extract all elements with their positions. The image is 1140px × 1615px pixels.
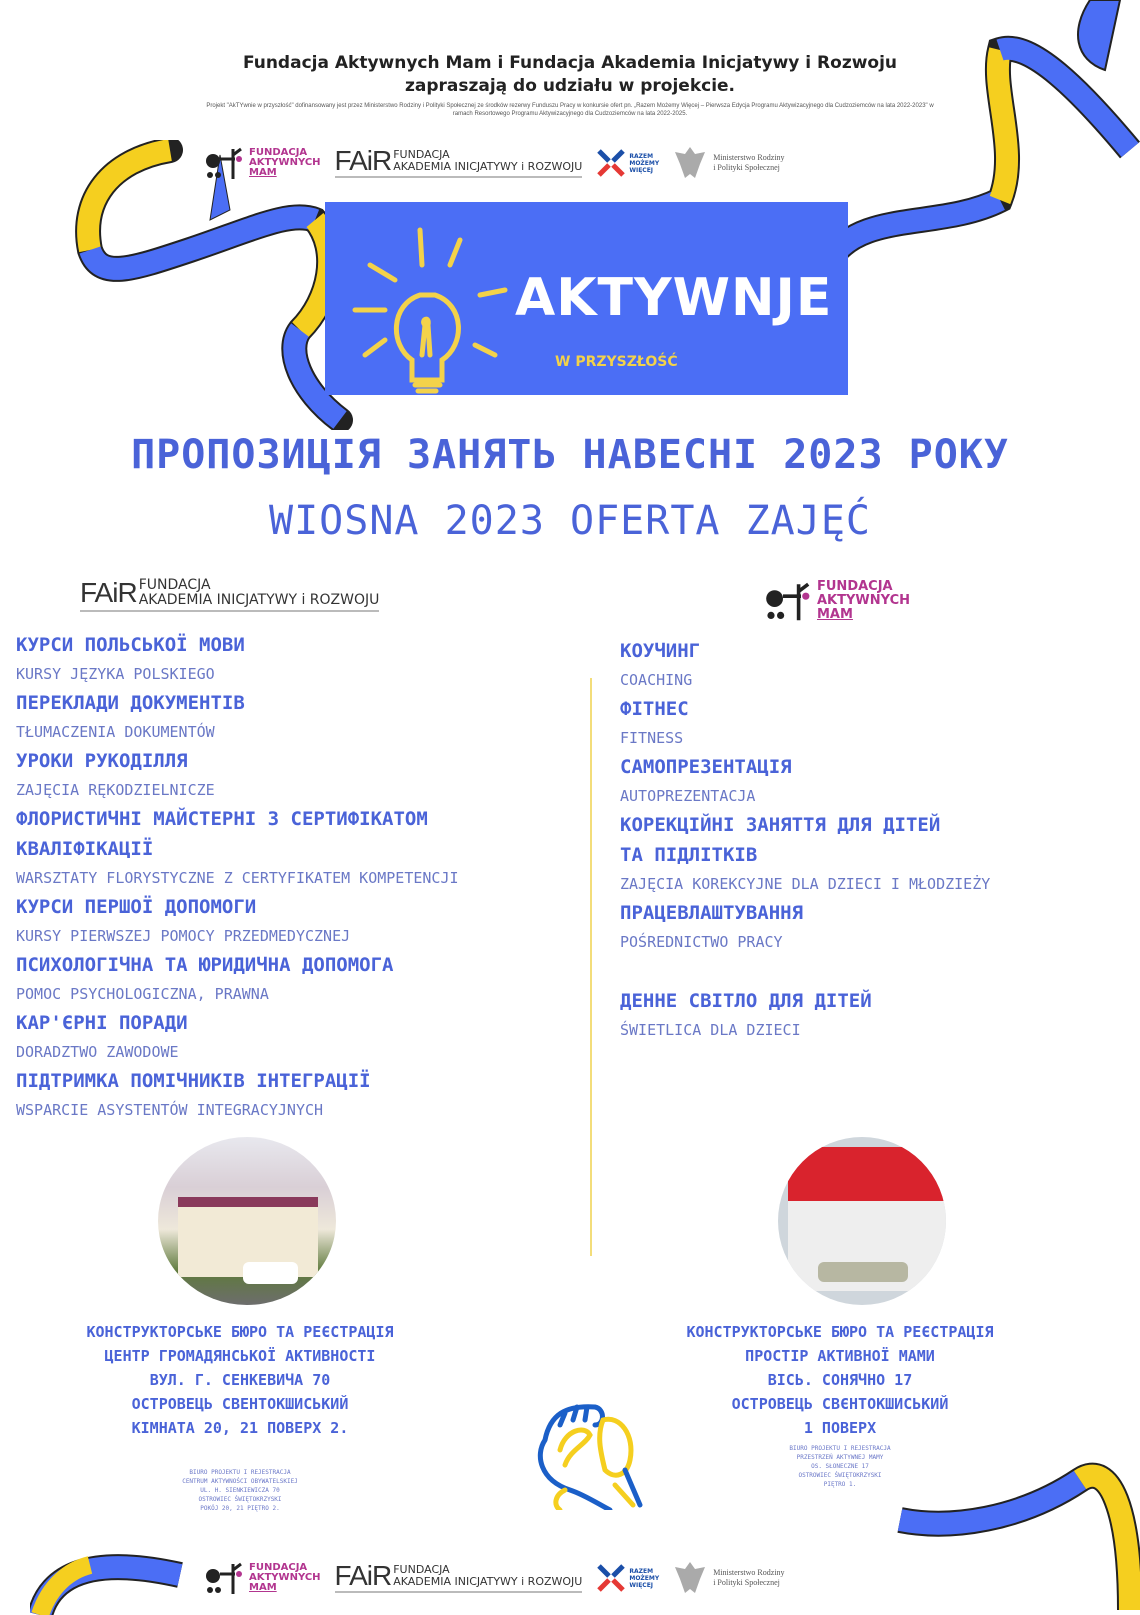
header-title-line1: Fundacja Aktywnych Mam i Fundacja Akademia Inicjatywy i Rozwoju [242,53,898,73]
offer-item: КУРСИ ПЕРШОЇ ДОПОМОГИ KURSY PIERWSZEJ POMOCY PRZEDMEDYCZNEJ [16,896,351,945]
funding-note: Projekt "AkTYwnie w przyszłość" dofinansowany jest przez Ministerstwo Rodziny i Polityki Społecznej ze środków rezerwy Funduszu Pracy w konkursie ofert pn. „Razem Możemy Więcej – Pierwsza Edycja Programu Aktywizacyjnego dla Cudzoziemców na lata 2022-2023" w ramach Resortowego Programu Aktywizacyjnego dla Cudzoziemców na lata 2022-2025. [206,103,934,117]
header-title-line2: zapraszają do udziału w projekcie. [404,76,736,96]
right-org-logo-fam: FUNDACJA AKTYWNYCH MAM [765,578,910,624]
offer-item: ФІТНЕС FITNESS [620,698,689,747]
logo-fundacja-aktywnych-mam: FUNDACJA AKTYWNYCH MAM [205,1560,321,1596]
banner-subtitle: W PRZYSZŁOŚĆ [555,354,678,370]
right-offer-list [620,636,990,1044]
logo-razem-mozemy-wiecej: RAZEM MOŻEMY WIĘCEJ [596,148,659,178]
offer-item: САМОПРЕЗЕНТАЦІЯ AUTOPREZENTACJA [620,756,792,805]
logo-ministry: Ministerstwo Rodziny i Polityki Społecznej [673,144,784,182]
eagle-emblem-icon [673,1559,707,1597]
mother-stroller-icon [205,145,245,181]
ribbon-bottom-left-decoration [30,1535,190,1615]
mother-stroller-icon [765,578,813,624]
address-left: КОНСТРУКТОРСЬКЕ БЮРО ТА РЕЄСТРАЦІЯ ЦЕНТР ГРОМАДЯНСЬКОЇ АКТИВНОСТІ ВУЛ. Г. СЕНКЕВИЧА 70 ОСТРОВЕЦЬ СВЕНТОКШИСЬКИЙ КІМНАТА 20, 21 ПОВЕРХ 2. BIURO PROJEKTU I REJESTRACJA CENTRUM AKTYWNOŚCI OBYWATELSKIEJ UL. H. SIENKIEWICZA 70 OSTROWIEC ŚWIĘTOKRZYSKI POKÓJ 20, 21 PIĘTRO 2. [86,1323,394,1512]
photo-civic-center-building [158,1137,336,1305]
razem-x-icon [596,148,626,178]
header-title [0,52,1140,98]
address-right: КОНСТРУКТОРСЬКЕ БЮРО ТА РЕЄСТРАЦІЯ ПРОСТІР АКТИВНОЇ МАМИ ВІСЬ. СОНЯЧНО 17 ОСТРОВЕЦЬ СВЄНТОКШИСЬКИЙ 1 ПОВЕРХ BIURO PROJEKTU I REJESTRACJA PRZESTRZEŃ AKTYWNEJ MAMY OS. SŁONECZNE 17 OSTROWIEC ŚWIĘTOKRZYSKI PIĘTRO 1. [686,1323,994,1488]
partner-logos-top [205,140,945,186]
offer-item: ПРАЦЕВЛАШТУВАННЯ POŚREDNICTWO PRACY [620,902,804,951]
column-divider [590,678,592,1256]
photo-active-mom-space-building [778,1137,946,1305]
eagle-emblem-icon [673,144,707,182]
offer-item: ФЛОРИСТИЧНІ МАЙСТЕРНІ З СЕРТИФІКАТОМ КВАЛІФІКАЦІЇ WARSZTATY FLORYSTYCZNE Z CERTYFIKATEM KOMPETENCJI [16,808,459,887]
offer-item: КОРЕКЦІЙНІ ЗАНЯТТЯ ДЛЯ ДІТЕЙ ТА ПІДЛІТКІВ ZAJĘCIA KOREKCYJNE DLA DZIECI I MŁODZIEŻY [620,814,991,893]
headline-pl: WIOSNA 2023 OFERTA ZAJĘĆ [269,498,871,544]
logo-ministry: Ministerstwo Rodziny i Polityki Społecznej [673,1559,784,1597]
offer-item: УРОКИ РУКОДІЛЛЯ ZAJĘCIA RĘKODZIELNICZE [16,750,215,799]
offer-item: КОУЧИНГ COACHING [620,640,701,689]
offer-item: КАР'ЄРНІ ПОРАДИ DORADZTWO ZAWODOWE [16,1012,188,1061]
logo-fair: FAiR FUNDACJA AKADEMIA INICJATYWY i ROZWOJU [334,145,583,176]
left-org-logo-fair: FAiR FUNDACJA AKADEMIA INICJATYWY i ROZWOJU [80,578,379,612]
razem-x-icon [596,1563,626,1593]
offer-item: ДЕННЕ СВІТЛО ДЛЯ ДІТЕЙ ŚWIETLICA DLA DZIECI [620,990,872,1039]
banner-title: AKTYWNJE [515,268,833,328]
offer-item: ПЕРЕКЛАДИ ДОКУМЕНТІВ TŁUMACZENIA DOKUMENTÓW [16,692,245,741]
handshake-icon [525,1395,645,1510]
logo-fair: FAiR FUNDACJA AKADEMIA INICJATYWY i ROZWOJU [334,1560,583,1591]
mother-stroller-icon [205,1560,245,1596]
offer-item: ПІДТРИМКА ПОМІЧНИКІВ ІНТЕГРАЦІЇ WSPARCIE ASYSTENTÓW INTEGRACYJNYCH [16,1070,371,1119]
offer-item: ПСИХОЛОГІЧНА ТА ЮРИДИЧНА ДОПОМОГА POMOC PSYCHOLOGICZNA, PRAWNA [16,954,394,1003]
lightbulb-icon [350,225,510,395]
logo-fundacja-aktywnych-mam: FUNDACJA AKTYWNYCH MAM [205,145,321,181]
partner-logos-bottom [205,1555,945,1601]
headline-ua: ПРОПОЗИЦІЯ ЗАНЯТЬ НАВЕСНІ 2023 РОКУ [131,432,1009,478]
left-offer-list [16,630,459,1124]
offer-item: КУРСИ ПОЛЬСЬКОЇ МОВИ KURSY JĘZYKA POLSKIEGO [16,634,245,683]
logo-razem-mozemy-wiecej: RAZEM MOŻEMY WIĘCEJ [596,1563,659,1593]
